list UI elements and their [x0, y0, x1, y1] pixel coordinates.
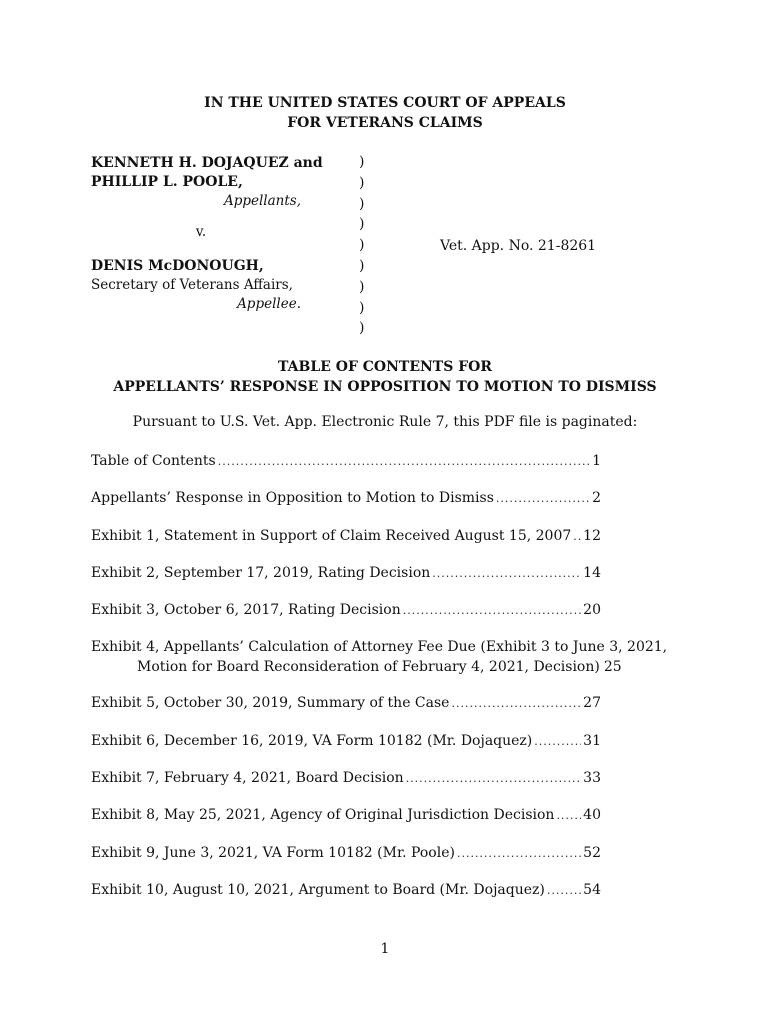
- caption-paren: ): [359, 299, 365, 316]
- appellee-title: Secretary of Veterans Affairs,: [91, 277, 293, 293]
- dot-leader: [403, 601, 581, 621]
- toc-entry-label: Exhibit 7, February 4, 2021, Board Decision: [91, 770, 404, 787]
- dot-leader: [432, 564, 581, 584]
- caption-paren: ): [359, 257, 365, 274]
- appellee-role: Appellee.: [237, 296, 301, 312]
- appellants-name-line2: PHILLIP L. POOLE,: [91, 174, 243, 190]
- caption-paren: ): [359, 154, 365, 170]
- caption-paren: ): [359, 174, 365, 191]
- court-heading-line2: FOR VETERANS CLAIMS: [287, 115, 483, 131]
- toc-entry[interactable]: [91, 563, 601, 600]
- appellants-role: Appellants,: [223, 193, 301, 209]
- caption-paren: ): [359, 216, 365, 233]
- toc-entry-page: 54: [583, 881, 601, 898]
- toc-entry-label: Exhibit 8, May 25, 2021, Agency of Original Jurisdiction Decision: [91, 807, 555, 824]
- toc-entry-label: Exhibit 2, September 17, 2019, Rating Decision: [91, 564, 431, 581]
- toc-entry-label: Exhibit 6, December 16, 2019, VA Form 10182 (Mr. Dojaquez): [91, 732, 533, 749]
- court-heading: [0, 93, 770, 133]
- case-caption-parties: [91, 154, 341, 314]
- toc-entry[interactable]: [91, 805, 601, 842]
- toc-entry-page: 20: [583, 602, 601, 619]
- toc-entry[interactable]: [91, 768, 601, 805]
- appellants-name-line1: KENNETH H. DOJAQUEZ and: [91, 155, 323, 171]
- court-heading-line1: IN THE UNITED STATES COURT OF APPEALS: [204, 95, 566, 111]
- dot-leader: [218, 452, 590, 472]
- toc-entry[interactable]: [91, 880, 601, 917]
- toc-entry-page: 14: [583, 564, 601, 581]
- pagination-note: Pursuant to U.S. Vet. App. Electronic Rule 7, this PDF file is paginated:: [132, 414, 638, 430]
- toc-entry[interactable]: [91, 526, 601, 563]
- toc-title: [0, 357, 770, 397]
- toc-entry-label: Exhibit 9, June 3, 2021, VA Form 10182 (Mr. Poole): [91, 844, 455, 861]
- toc-entry-label: Exhibit 5, October 30, 2019, Summary of the Case: [91, 695, 450, 712]
- toc-entry[interactable]: [91, 843, 601, 880]
- caption-paren: ): [359, 195, 365, 212]
- toc-entry[interactable]: [91, 731, 601, 768]
- toc-entry-label-line1: Exhibit 4, Appellants’ Calculation of Attorney Fee Due (Exhibit 3 to June 3, 2021,: [91, 639, 668, 656]
- docket-number: Vet. App. No. 21-8261: [440, 238, 597, 254]
- toc-entry-label: Exhibit 3, October 6, 2017, Rating Decision: [91, 602, 401, 619]
- toc-entry-page: 25: [603, 659, 622, 676]
- toc-list: [91, 451, 668, 917]
- dot-leader: [406, 769, 581, 789]
- toc-title-line2: APPELLANTS’ RESPONSE IN OPPOSITION TO MOTION TO DISMISS: [113, 379, 657, 395]
- caption-paren: ): [359, 278, 365, 295]
- toc-entry-page: 2: [592, 490, 601, 507]
- dot-leader: [534, 732, 581, 752]
- toc-entry[interactable]: [91, 488, 601, 525]
- toc-entry-page: 40: [583, 807, 601, 824]
- toc-entry-label: Table of Contents: [91, 453, 216, 469]
- caption-parentheses: [359, 152, 364, 339]
- caption-paren: ): [359, 237, 365, 254]
- toc-entry-page: 31: [583, 732, 601, 749]
- dot-leader: [451, 694, 581, 714]
- toc-entry-page: 33: [583, 770, 601, 787]
- dot-leader: [457, 844, 581, 864]
- toc-entry-page: 27: [583, 695, 601, 712]
- toc-entry-label: Exhibit 1, Statement in Support of Claim Received August 15, 2007: [91, 527, 572, 544]
- dot-leader: [556, 806, 581, 826]
- toc-entry-page: 1: [592, 453, 601, 469]
- caption-paren: ): [359, 320, 365, 337]
- toc-entry[interactable]: [91, 693, 601, 730]
- dot-leader: [496, 489, 590, 509]
- versus: v.: [195, 224, 207, 240]
- toc-entry-page: 12: [583, 527, 601, 544]
- dot-leader: [573, 527, 581, 547]
- toc-title-line1: TABLE OF CONTENTS FOR: [278, 359, 492, 375]
- toc-entry-label-line2: Motion for Board Reconsideration of February 4, 2021, Decision): [137, 659, 600, 676]
- appellee-name: DENIS McDONOUGH,: [91, 258, 264, 274]
- toc-entry[interactable]: [91, 600, 601, 637]
- toc-entry-page: 52: [583, 844, 601, 861]
- dot-leader: [547, 881, 581, 901]
- toc-entry[interactable]: [91, 637, 668, 693]
- toc-entry-label: Appellants’ Response in Opposition to Motion to Dismiss: [91, 490, 494, 507]
- toc-entry-label: Exhibit 10, August 10, 2021, Argument to Board (Mr. Dojaquez): [91, 881, 545, 898]
- page-number: 1: [380, 941, 390, 957]
- toc-entry[interactable]: [91, 451, 601, 488]
